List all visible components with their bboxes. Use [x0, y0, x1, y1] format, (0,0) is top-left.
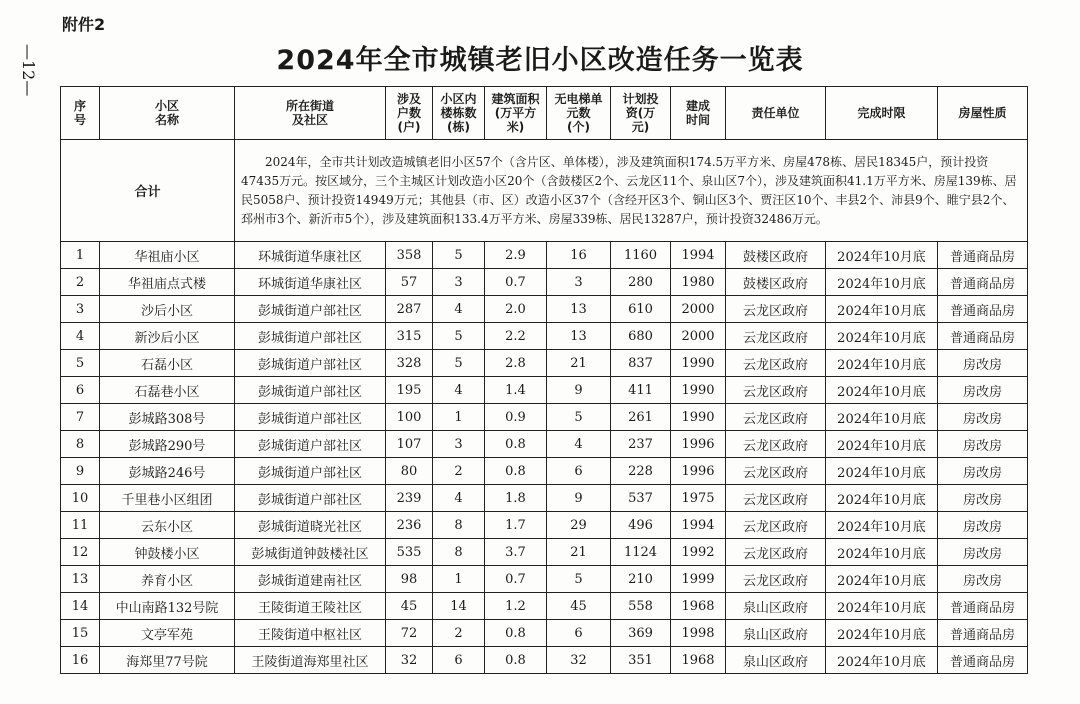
cell-floor-area: 1.2: [485, 593, 547, 620]
cell-deadline: 2024年10月底: [826, 377, 938, 404]
cell-units-without-elevator: 5: [547, 404, 611, 431]
cell-units-without-elevator: 29: [547, 512, 611, 539]
cell-buildings: 1: [433, 404, 485, 431]
cell-floor-area: 2.8: [485, 350, 547, 377]
cell-responsible-unit: 云龙区政府: [726, 539, 826, 566]
cell-built-year: 1990: [671, 377, 726, 404]
cell-housing-type: 普通商品房: [938, 647, 1028, 674]
cell-street-community: 环城街道华康社区: [235, 242, 386, 269]
cell-responsible-unit: 泉山区政府: [726, 620, 826, 647]
cell-community-name: 石磊小区: [100, 350, 235, 377]
cell-street-community: 王陵街道中枢社区: [235, 620, 386, 647]
header-housing-type: 房屋性质: [938, 87, 1028, 140]
cell-built-year: 1999: [671, 566, 726, 593]
summary-row: [61, 140, 1028, 242]
cell-community-name: 新沙后小区: [100, 323, 235, 350]
header-street-community: 所在街道 及社区: [235, 87, 386, 140]
cell-deadline: 2024年10月底: [826, 620, 938, 647]
cell-responsible-unit: 云龙区政府: [726, 377, 826, 404]
cell-buildings: 5: [433, 323, 485, 350]
cell-index: 8: [61, 431, 100, 458]
cell-index: 5: [61, 350, 100, 377]
cell-planned-investment: 351: [611, 647, 671, 674]
cell-built-year: 1968: [671, 593, 726, 620]
cell-community-name: 华祖庙小区: [100, 242, 235, 269]
cell-community-name: 彭城路290号: [100, 431, 235, 458]
cell-households: 57: [386, 269, 433, 296]
table-row: [61, 458, 1028, 485]
cell-households: 315: [386, 323, 433, 350]
cell-built-year: 1996: [671, 431, 726, 458]
cell-deadline: 2024年10月底: [826, 539, 938, 566]
header-planned-investment: 计划投 资(万 元): [611, 87, 671, 140]
cell-units-without-elevator: 3: [547, 269, 611, 296]
cell-households: 100: [386, 404, 433, 431]
cell-units-without-elevator: 13: [547, 323, 611, 350]
cell-built-year: 1990: [671, 404, 726, 431]
table-row: [61, 269, 1028, 296]
cell-housing-type: 房改房: [938, 350, 1028, 377]
cell-households: 239: [386, 485, 433, 512]
cell-units-without-elevator: 21: [547, 350, 611, 377]
table-row: [61, 242, 1028, 269]
cell-housing-type: 房改房: [938, 539, 1028, 566]
cell-street-community: 彭城街道户部社区: [235, 350, 386, 377]
cell-street-community: 彭城街道钟鼓楼社区: [235, 539, 386, 566]
cell-community-name: 沙后小区: [100, 296, 235, 323]
cell-built-year: 2000: [671, 323, 726, 350]
cell-built-year: 1996: [671, 458, 726, 485]
cell-floor-area: 2.2: [485, 323, 547, 350]
cell-planned-investment: 1124: [611, 539, 671, 566]
cell-deadline: 2024年10月底: [826, 242, 938, 269]
cell-built-year: 2000: [671, 296, 726, 323]
cell-deadline: 2024年10月底: [826, 269, 938, 296]
cell-housing-type: 普通商品房: [938, 242, 1028, 269]
cell-community-name: 文亭军苑: [100, 620, 235, 647]
cell-buildings: 4: [433, 485, 485, 512]
table-row: [61, 512, 1028, 539]
cell-responsible-unit: 云龙区政府: [726, 431, 826, 458]
cell-housing-type: 普通商品房: [938, 593, 1028, 620]
header-households: 涉及 户数 (户): [386, 87, 433, 140]
cell-households: 236: [386, 512, 433, 539]
cell-street-community: 彭城街道户部社区: [235, 377, 386, 404]
cell-floor-area: 1.8: [485, 485, 547, 512]
cell-deadline: 2024年10月底: [826, 350, 938, 377]
cell-planned-investment: 369: [611, 620, 671, 647]
cell-responsible-unit: 云龙区政府: [726, 512, 826, 539]
header-row: [61, 87, 1028, 140]
cell-buildings: 2: [433, 458, 485, 485]
cell-street-community: 彭城街道户部社区: [235, 458, 386, 485]
cell-floor-area: 0.7: [485, 269, 547, 296]
cell-units-without-elevator: 13: [547, 296, 611, 323]
cell-households: 358: [386, 242, 433, 269]
cell-buildings: 5: [433, 242, 485, 269]
cell-responsible-unit: 鼓楼区政府: [726, 242, 826, 269]
cell-planned-investment: 411: [611, 377, 671, 404]
cell-index: 9: [61, 458, 100, 485]
table-row: [61, 485, 1028, 512]
cell-households: 535: [386, 539, 433, 566]
table-row: [61, 566, 1028, 593]
cell-responsible-unit: 泉山区政府: [726, 647, 826, 674]
cell-deadline: 2024年10月底: [826, 593, 938, 620]
cell-responsible-unit: 云龙区政府: [726, 350, 826, 377]
cell-floor-area: 0.8: [485, 458, 547, 485]
header-community-name: 小区 名称: [100, 87, 235, 140]
cell-units-without-elevator: 6: [547, 458, 611, 485]
cell-households: 287: [386, 296, 433, 323]
cell-housing-type: 普通商品房: [938, 296, 1028, 323]
page-number: —12—: [19, 44, 38, 97]
cell-street-community: 彭城街道晓光社区: [235, 512, 386, 539]
cell-responsible-unit: 云龙区政府: [726, 485, 826, 512]
cell-built-year: 1990: [671, 350, 726, 377]
cell-deadline: 2024年10月底: [826, 566, 938, 593]
cell-floor-area: 0.7: [485, 566, 547, 593]
table-row: [61, 620, 1028, 647]
cell-units-without-elevator: 16: [547, 242, 611, 269]
cell-housing-type: 普通商品房: [938, 269, 1028, 296]
table-row: [61, 296, 1028, 323]
cell-responsible-unit: 云龙区政府: [726, 323, 826, 350]
cell-households: 80: [386, 458, 433, 485]
table-row: [61, 593, 1028, 620]
header-index: 序 号: [61, 87, 100, 140]
cell-built-year: 1968: [671, 647, 726, 674]
cell-built-year: 1994: [671, 512, 726, 539]
cell-units-without-elevator: 4: [547, 431, 611, 458]
cell-deadline: 2024年10月底: [826, 512, 938, 539]
cell-street-community: 王陵街道海郑里社区: [235, 647, 386, 674]
cell-index: 13: [61, 566, 100, 593]
cell-households: 195: [386, 377, 433, 404]
cell-buildings: 4: [433, 377, 485, 404]
cell-floor-area: 1.7: [485, 512, 547, 539]
cell-street-community: 环城街道华康社区: [235, 269, 386, 296]
cell-buildings: 8: [433, 539, 485, 566]
cell-responsible-unit: 云龙区政府: [726, 458, 826, 485]
header-built-year: 建成 时间: [671, 87, 726, 140]
cell-deadline: 2024年10月底: [826, 296, 938, 323]
cell-responsible-unit: 泉山区政府: [726, 593, 826, 620]
header-deadline: 完成时限: [826, 87, 938, 140]
cell-housing-type: 房改房: [938, 377, 1028, 404]
cell-community-name: 云东小区: [100, 512, 235, 539]
cell-street-community: 彭城街道户部社区: [235, 323, 386, 350]
cell-built-year: 1994: [671, 242, 726, 269]
cell-index: 10: [61, 485, 100, 512]
cell-built-year: 1998: [671, 620, 726, 647]
cell-housing-type: 房改房: [938, 404, 1028, 431]
cell-index: 4: [61, 323, 100, 350]
cell-housing-type: 房改房: [938, 485, 1028, 512]
cell-housing-type: 房改房: [938, 431, 1028, 458]
cell-households: 328: [386, 350, 433, 377]
cell-floor-area: 0.8: [485, 431, 547, 458]
cell-planned-investment: 496: [611, 512, 671, 539]
cell-floor-area: 3.7: [485, 539, 547, 566]
cell-housing-type: 房改房: [938, 566, 1028, 593]
summary-text: 2024年，全市共计划改造城镇老旧小区57个（含片区、单体楼），涉及建筑面积174.5万平方米、房屋478栋、居民18345户，预计投资47435万元。按区域分，三个主城区计划改造小区20个（含鼓楼区2个、云龙区11个、泉山区7个），涉及建筑面积41.1万平方米、房屋139栋、居民5058户、预计投资14949万元；其他县（市、区）改造小区37个（含经开区3个、铜山区3个、贾汪区10个、丰县2个、沛县9个、睢宁县2个、邳州市3个、新沂市5个），涉及建筑面积133.4万平方米、房屋339栋、居民13287户，预计投资32486万元。: [235, 140, 1028, 242]
cell-households: 107: [386, 431, 433, 458]
cell-planned-investment: 261: [611, 404, 671, 431]
cell-deadline: 2024年10月底: [826, 404, 938, 431]
cell-community-name: 千里巷小区组团: [100, 485, 235, 512]
header-units-without-elevator: 无电梯单 元数 (个): [547, 87, 611, 140]
table-row: [61, 647, 1028, 674]
cell-units-without-elevator: 21: [547, 539, 611, 566]
cell-index: 1: [61, 242, 100, 269]
cell-community-name: 中山南路132号院: [100, 593, 235, 620]
cell-street-community: 王陵街道王陵社区: [235, 593, 386, 620]
cell-street-community: 彭城街道户部社区: [235, 296, 386, 323]
table-row: [61, 323, 1028, 350]
cell-deadline: 2024年10月底: [826, 458, 938, 485]
cell-index: 6: [61, 377, 100, 404]
cell-planned-investment: 537: [611, 485, 671, 512]
cell-buildings: 1: [433, 566, 485, 593]
cell-buildings: 14: [433, 593, 485, 620]
cell-community-name: 养育小区: [100, 566, 235, 593]
cell-planned-investment: 610: [611, 296, 671, 323]
cell-street-community: 彭城街道建南社区: [235, 566, 386, 593]
cell-units-without-elevator: 9: [547, 485, 611, 512]
table-row: [61, 350, 1028, 377]
cell-street-community: 彭城街道户部社区: [235, 431, 386, 458]
cell-buildings: 5: [433, 350, 485, 377]
cell-housing-type: 房改房: [938, 512, 1028, 539]
cell-planned-investment: 228: [611, 458, 671, 485]
table-row: [61, 431, 1028, 458]
table-row: [61, 404, 1028, 431]
cell-floor-area: 0.8: [485, 620, 547, 647]
cell-housing-type: 普通商品房: [938, 620, 1028, 647]
cell-built-year: 1975: [671, 485, 726, 512]
cell-households: 45: [386, 593, 433, 620]
cell-housing-type: 普通商品房: [938, 323, 1028, 350]
cell-floor-area: 1.4: [485, 377, 547, 404]
cell-households: 72: [386, 620, 433, 647]
cell-units-without-elevator: 9: [547, 377, 611, 404]
cell-planned-investment: 680: [611, 323, 671, 350]
cell-planned-investment: 1160: [611, 242, 671, 269]
cell-planned-investment: 210: [611, 566, 671, 593]
table-row: [61, 539, 1028, 566]
cell-built-year: 1980: [671, 269, 726, 296]
cell-index: 11: [61, 512, 100, 539]
cell-community-name: 石磊巷小区: [100, 377, 235, 404]
cell-buildings: 6: [433, 647, 485, 674]
cell-responsible-unit: 鼓楼区政府: [726, 269, 826, 296]
cell-planned-investment: 237: [611, 431, 671, 458]
cell-index: 14: [61, 593, 100, 620]
cell-community-name: 海郑里77号院: [100, 647, 235, 674]
cell-units-without-elevator: 45: [547, 593, 611, 620]
cell-deadline: 2024年10月底: [826, 431, 938, 458]
cell-buildings: 8: [433, 512, 485, 539]
cell-planned-investment: 837: [611, 350, 671, 377]
cell-index: 16: [61, 647, 100, 674]
cell-households: 32: [386, 647, 433, 674]
table-row: [61, 377, 1028, 404]
cell-responsible-unit: 云龙区政府: [726, 566, 826, 593]
summary-label: 合计: [61, 140, 235, 242]
header-floor-area: 建筑面积 (万平方 米): [485, 87, 547, 140]
cell-index: 3: [61, 296, 100, 323]
cell-buildings: 2: [433, 620, 485, 647]
cell-households: 98: [386, 566, 433, 593]
cell-index: 15: [61, 620, 100, 647]
cell-floor-area: 0.9: [485, 404, 547, 431]
cell-units-without-elevator: 32: [547, 647, 611, 674]
cell-index: 2: [61, 269, 100, 296]
cell-street-community: 彭城街道户部社区: [235, 404, 386, 431]
cell-responsible-unit: 云龙区政府: [726, 296, 826, 323]
cell-community-name: 彭城路308号: [100, 404, 235, 431]
renovation-task-table: [60, 86, 1028, 674]
cell-units-without-elevator: 5: [547, 566, 611, 593]
cell-buildings: 3: [433, 431, 485, 458]
cell-responsible-unit: 云龙区政府: [726, 404, 826, 431]
cell-buildings: 4: [433, 296, 485, 323]
cell-planned-investment: 280: [611, 269, 671, 296]
cell-street-community: 彭城街道户部社区: [235, 485, 386, 512]
cell-built-year: 1992: [671, 539, 726, 566]
header-responsible-unit: 责任单位: [726, 87, 826, 140]
header-buildings: 小区内 楼栋数 (栋): [433, 87, 485, 140]
cell-deadline: 2024年10月底: [826, 323, 938, 350]
cell-community-name: 华祖庙点式楼: [100, 269, 235, 296]
cell-index: 12: [61, 539, 100, 566]
cell-floor-area: 2.0: [485, 296, 547, 323]
cell-community-name: 彭城路246号: [100, 458, 235, 485]
document-title: 2024年全市城镇老旧小区改造任务一览表: [276, 45, 804, 76]
cell-community-name: 钟鼓楼小区: [100, 539, 235, 566]
cell-index: 7: [61, 404, 100, 431]
cell-housing-type: 房改房: [938, 458, 1028, 485]
cell-buildings: 3: [433, 269, 485, 296]
attachment-label: 附件2: [62, 15, 106, 34]
cell-planned-investment: 558: [611, 593, 671, 620]
cell-units-without-elevator: 6: [547, 620, 611, 647]
cell-floor-area: 0.8: [485, 647, 547, 674]
cell-floor-area: 2.9: [485, 242, 547, 269]
cell-deadline: 2024年10月底: [826, 485, 938, 512]
cell-deadline: 2024年10月底: [826, 647, 938, 674]
